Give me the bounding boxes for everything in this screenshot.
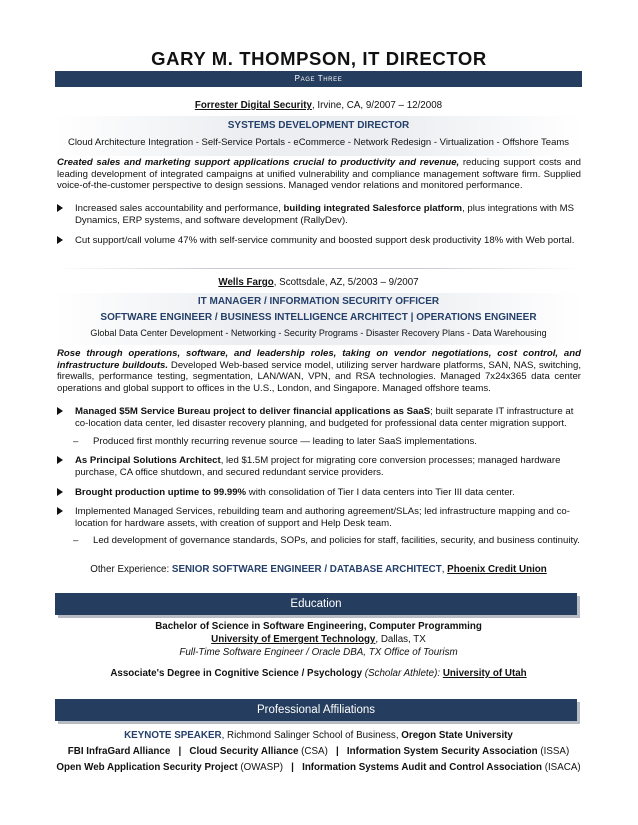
job1-company: Forrester Digital Security bbox=[194, 100, 312, 111]
other-experience-label: Other Experience: bbox=[90, 564, 172, 575]
other-experience-title: SENIOR SOFTWARE ENGINEER / DATABASE ARCHITECT bbox=[171, 564, 442, 575]
bullet-text: Cut support/call volume 47% with self-service community and boosted support desk productivity 18% with Web portal. bbox=[75, 235, 575, 246]
education-school-1-location: , Dallas, TX bbox=[375, 634, 426, 645]
education-degree-2-line bbox=[55, 668, 582, 680]
affiliations-heading-band bbox=[55, 699, 577, 721]
job2-title-box bbox=[55, 293, 582, 345]
bullet-arrow-icon bbox=[57, 236, 63, 244]
bullet-text: Increased sales accountability and performance, bbox=[75, 203, 284, 214]
separator: | bbox=[283, 762, 303, 773]
bullet-arrow-icon bbox=[57, 456, 63, 464]
affiliation-abbr: (ISACA) bbox=[541, 762, 581, 773]
job2-bullet-4 bbox=[57, 506, 581, 529]
affiliation-org: Cloud Security Alliance bbox=[189, 746, 299, 757]
affiliation-line-1 bbox=[55, 730, 582, 742]
education-school-2: University of Utah bbox=[442, 668, 527, 679]
bullet-text: , plus integrations with MS Dynamics, ERP systems, and software development (RallyDev). bbox=[75, 203, 575, 226]
education-degree-2: Associate's Degree in Cognitive Science / Psychology bbox=[110, 668, 363, 679]
separator: | bbox=[170, 746, 190, 757]
bullet-bold-text: Brought production uptime to 99.99% bbox=[75, 487, 247, 498]
subbullet-text: Led development of governance standards, SOPs, and policies for staff, facilities, security, and business continuity. bbox=[93, 535, 580, 546]
candidate-name: GARY M. THOMPSON, IT DIRECTOR bbox=[151, 48, 487, 69]
job1-summary bbox=[57, 157, 581, 192]
dash-icon: – bbox=[73, 436, 79, 447]
subbullet-text: Produced first monthly recurring revenue source — leading to later SaaS implementations. bbox=[93, 436, 477, 447]
job2-subbullet-2 bbox=[73, 535, 581, 547]
affiliation-org: FBI InfraGard Alliance bbox=[67, 746, 171, 757]
job1-summary-rest: reducing support costs and leading development of integrated campaigns at unified vulnerability and compliance management software firm. Supplied voice-of-the-customer perspective to design sessions. Managed vendor relations and monitored performance. bbox=[57, 157, 581, 192]
bullet-text: ; built separate IT infrastructure at co-location data center, led disaster recovery planning, and budgeted for professional data center migration support. bbox=[75, 406, 574, 429]
education-school-1: University of Emergent Technology bbox=[211, 634, 376, 645]
bullet-bold-text: As Principal Solutions Architect bbox=[75, 455, 221, 466]
job2-subbullet-1 bbox=[73, 436, 581, 448]
bullet-text: , led $1.5M project for migrating core conversion processes; managed hardware purchase, CA office shutdown, and secured redundant service providers. bbox=[75, 455, 561, 478]
job1-skills: Cloud Architecture Integration - Self-Service Portals - eCommerce - Network Redesign - Virtualization - Offshore Teams bbox=[67, 137, 570, 149]
affiliation-org: Information Systems Audit and Control Association bbox=[302, 762, 542, 773]
education-note-2: (Scholar Athlete): bbox=[362, 668, 443, 679]
other-experience-company: Phoenix Credit Union bbox=[447, 564, 547, 575]
divider bbox=[55, 268, 582, 269]
job2-summary-rest: Developed Web-based service model, utilizing server hardware platforms, SAN, NAS, switching, firewalls, performance testing, segmentation, LAN/WAN, VPN, and RSA technologies. Managed 7x24x365 data center operations and global support to offices in the U.S., London, and Singapore. Managed offshore teams. bbox=[57, 359, 581, 395]
affiliation-line-2 bbox=[55, 746, 582, 758]
job1-location-dates: , Irvine, CA, 9/2007 – 12/2008 bbox=[311, 100, 443, 111]
job2-location-dates: , Scottsdale, AZ, 5/2003 – 9/2007 bbox=[273, 277, 419, 288]
affiliation-line-3 bbox=[55, 762, 582, 774]
job1-employer-line bbox=[55, 100, 582, 112]
dash-icon: – bbox=[73, 535, 79, 546]
job1-summary-lead: Created sales and marketing support applications crucial to productivity and revenue, bbox=[57, 157, 460, 168]
education-heading-band bbox=[55, 593, 577, 615]
affiliation-abbr: (ISSA) bbox=[537, 746, 570, 757]
job2-summary-lead: Rose through operations, software, and leadership roles, taking on vendor negotiations, cost control, and infrastructure buildouts. bbox=[57, 348, 581, 371]
bullet-text: Implemented Managed Services, rebuilding team and authoring agreement/SLAs; led infrastructure mapping and co-location for hardware assets, with creation of support and Help Desk team. bbox=[75, 506, 570, 529]
affiliation-text: , Richmond Salinger School of Business, bbox=[221, 730, 402, 741]
education-school-1-line bbox=[55, 634, 582, 646]
job2-title-2: SOFTWARE ENGINEER / BUSINESS INTELLIGENCE ARCHITECT | OPERATIONS ENGINEER bbox=[100, 312, 537, 324]
job2-bullet-1 bbox=[57, 406, 581, 429]
bullet-text: with consolidation of Tier I data centers into Tier III data center. bbox=[246, 487, 515, 498]
education-note-1: Full-Time Software Engineer / Oracle DBA, TX Office of Tourism bbox=[179, 647, 458, 658]
affiliation-org: Open Web Application Security Project bbox=[56, 762, 238, 773]
bullet-arrow-icon bbox=[57, 488, 63, 496]
affiliation-abbr: (CSA) bbox=[298, 746, 328, 757]
education-degree-1: Bachelor of Science in Software Engineering, Computer Programming bbox=[155, 621, 482, 632]
job2-summary bbox=[57, 348, 581, 395]
keynote-label: KEYNOTE SPEAKER bbox=[124, 730, 222, 741]
affiliation-org: Information System Security Association bbox=[346, 746, 538, 757]
job2-title-1: IT MANAGER / INFORMATION SECURITY OFFICER bbox=[197, 296, 440, 307]
affiliations-heading: Professional Affiliations bbox=[256, 704, 376, 716]
job2-skills: Global Data Center Development - Networking - Security Programs - Disaster Recovery Plans - Data Warehousing bbox=[90, 328, 547, 339]
bullet-arrow-icon bbox=[57, 204, 63, 212]
separator: | bbox=[327, 746, 347, 757]
education-heading: Education bbox=[290, 598, 342, 610]
page-label: Page Three bbox=[294, 74, 343, 83]
job1-title: SYSTEMS DEVELOPMENT DIRECTOR bbox=[227, 120, 410, 131]
affiliation-university: Oregon State University bbox=[401, 730, 513, 741]
separator: , bbox=[441, 564, 448, 575]
page-label-band bbox=[55, 71, 582, 87]
affiliation-abbr: (OWASP) bbox=[237, 762, 284, 773]
job2-bullet-2 bbox=[57, 455, 581, 478]
other-experience-line bbox=[55, 564, 582, 576]
job1-title-box bbox=[55, 116, 582, 156]
bullet-bold-text: Managed $5M Service Bureau project to deliver financial applications as SaaS bbox=[75, 406, 431, 417]
bullet-arrow-icon bbox=[57, 407, 63, 415]
job1-bullet-2 bbox=[57, 235, 581, 247]
job1-bullet-1 bbox=[57, 203, 581, 226]
job2-bullet-3 bbox=[57, 487, 581, 499]
bullet-arrow-icon bbox=[57, 507, 63, 515]
bullet-bold-text: building integrated Salesforce platform bbox=[283, 203, 463, 214]
job2-employer-line bbox=[55, 277, 582, 289]
job2-company: Wells Fargo bbox=[218, 277, 274, 288]
